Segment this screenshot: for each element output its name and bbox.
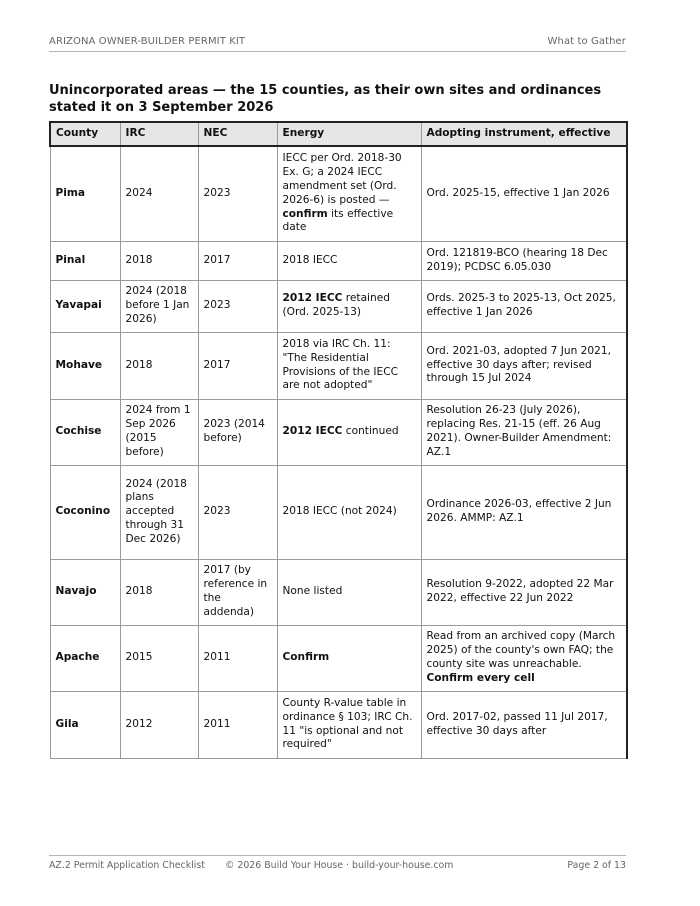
- cell-text: County R-value table in ordinance § 103; IRC Ch. 11 "is optional and not required": [282, 696, 413, 751]
- cell-text: Ord. 2021-03, adopted 7 Jun 2021, effective 30 days after; revised through 15 Jul 2024: [426, 344, 612, 385]
- header-kit-title: ARIZONA OWNER-BUILDER PERMIT KIT: [49, 36, 246, 47]
- cell-nec: 2023: [198, 280, 277, 332]
- column-header-irc: IRC: [120, 122, 198, 146]
- footer-document-name: AZ.2 Permit Application Checklist: [49, 860, 205, 871]
- cell-nec: 2023 (2014 before): [198, 399, 277, 465]
- cell-nec: 2011: [198, 625, 277, 691]
- table-row: [50, 559, 627, 625]
- cell-county: Apache: [50, 625, 120, 691]
- cell-text: retained (Ord. 2025-13): [282, 292, 390, 318]
- cell-irc: 2018: [120, 241, 198, 280]
- cell-nec: 2017: [198, 241, 277, 280]
- cell-irc: 2024: [120, 146, 198, 241]
- cell-text: Ords. 2025-3 to 2025-13, Oct 2025, effective 1 Jan 2026: [426, 292, 616, 318]
- table-row: [50, 399, 627, 465]
- running-footer: [49, 855, 626, 871]
- cell-text: Resolution 9-2022, adopted 22 Mar 2022, effective 22 Jun 2022: [426, 578, 614, 604]
- cell-nec: 2023: [198, 146, 277, 241]
- cell-text: None listed: [282, 585, 343, 598]
- cell-irc: 2024 from 1 Sep 2026 (2015 before): [120, 399, 198, 465]
- cell-instrument: [421, 691, 627, 758]
- column-header-energy: Energy: [277, 122, 421, 146]
- cell-energy: [277, 691, 421, 758]
- cell-energy: [277, 559, 421, 625]
- cell-text: its effective date: [282, 207, 394, 234]
- running-header: [49, 36, 626, 52]
- table-row: [50, 146, 627, 241]
- cell-energy: [277, 280, 421, 332]
- cell-energy: [277, 625, 421, 691]
- column-header-instrument: Adopting instrument, effective: [421, 122, 627, 146]
- column-header-nec: NEC: [198, 122, 277, 146]
- section-title: Unincorporated areas — the 15 counties, as their own sites and ordinances stated it on 3 September 2026: [49, 83, 602, 115]
- cell-irc: 2018: [120, 559, 198, 625]
- column-header-county: County: [50, 122, 120, 146]
- table-header-row: [50, 122, 627, 146]
- cell-text: 2018 IECC (not 2024): [282, 505, 397, 518]
- header-section-name: What to Gather: [547, 36, 626, 47]
- cell-text: Resolution 26-23 (July 2026), replacing Res. 21-15 (eff. 26 Aug 2021). Owner-Builder Amendment: AZ.1: [426, 404, 612, 458]
- cell-energy: [277, 146, 421, 241]
- cell-energy: [277, 465, 421, 559]
- cell-text: 2018 via IRC Ch. 11: "The Residential Provisions of the IECC are not adopted": [282, 337, 399, 392]
- cell-irc: 2012: [120, 691, 198, 758]
- cell-instrument: [421, 399, 627, 465]
- emphasized-text: 2012 IECC: [282, 425, 343, 438]
- cell-county: Pima: [50, 146, 120, 241]
- cell-instrument: [421, 465, 627, 559]
- county-codes-table: [49, 121, 628, 759]
- cell-irc: 2015: [120, 625, 198, 691]
- cell-county: Gila: [50, 691, 120, 758]
- emphasized-text: Confirm: [282, 651, 330, 664]
- cell-text: Ord. 2025-15, effective 1 Jan 2026: [426, 186, 610, 199]
- table-row: [50, 465, 627, 559]
- cell-instrument: [421, 280, 627, 332]
- cell-nec: 2017: [198, 332, 277, 399]
- cell-text: 2018 IECC: [282, 253, 338, 266]
- cell-instrument: [421, 146, 627, 241]
- cell-text: Ord. 2017-02, passed 11 Jul 2017, effective 30 days after: [426, 710, 608, 737]
- cell-text: Ordinance 2026-03, effective 2 Jun 2026. AMMP: AZ.1: [426, 498, 612, 524]
- cell-nec: 2017 (by reference in the addenda): [198, 559, 277, 625]
- table-row: [50, 332, 627, 399]
- cell-irc: 2024 (2018 before 1 Jan 2026): [120, 280, 198, 332]
- cell-instrument: [421, 241, 627, 280]
- cell-county: Cochise: [50, 399, 120, 465]
- cell-nec: 2023: [198, 465, 277, 559]
- cell-energy: [277, 332, 421, 399]
- cell-text: Ord. 121819-BCO (hearing 18 Dec 2019); PCDSC 6.05.030: [426, 246, 608, 273]
- footer-page-number: Page 2 of 13: [567, 860, 626, 871]
- emphasized-text: Confirm every cell: [426, 671, 535, 684]
- cell-county: Yavapai: [50, 280, 120, 332]
- cell-energy: [277, 241, 421, 280]
- emphasized-text: confirm: [282, 207, 328, 220]
- cell-county: Navajo: [50, 559, 120, 625]
- cell-nec: 2011: [198, 691, 277, 758]
- table-row: [50, 691, 627, 758]
- emphasized-text: 2012 IECC: [282, 292, 343, 305]
- table-row: [50, 241, 627, 280]
- cell-instrument: [421, 559, 627, 625]
- table-row: [50, 280, 627, 332]
- cell-instrument: [421, 332, 627, 399]
- table-row: [50, 625, 627, 691]
- cell-energy: [277, 399, 421, 465]
- cell-irc: 2024 (2018 plans accepted through 31 Dec 2026): [120, 465, 198, 559]
- cell-instrument: [421, 625, 627, 691]
- cell-county: Pinal: [50, 241, 120, 280]
- cell-county: Coconino: [50, 465, 120, 559]
- cell-text: IECC per Ord. 2018-30 Ex. G; a 2024 IECC amendment set (Ord. 2026-6) is posted —: [282, 152, 402, 206]
- cell-county: Mohave: [50, 332, 120, 399]
- cell-irc: 2018: [120, 332, 198, 399]
- cell-text: Read from an archived copy (March 2025) of the county's own FAQ; the county site was unreachable.: [426, 630, 616, 670]
- cell-text: continued: [342, 425, 399, 438]
- footer-copyright: © 2026 Build Your House · build-your-house.com: [225, 860, 454, 871]
